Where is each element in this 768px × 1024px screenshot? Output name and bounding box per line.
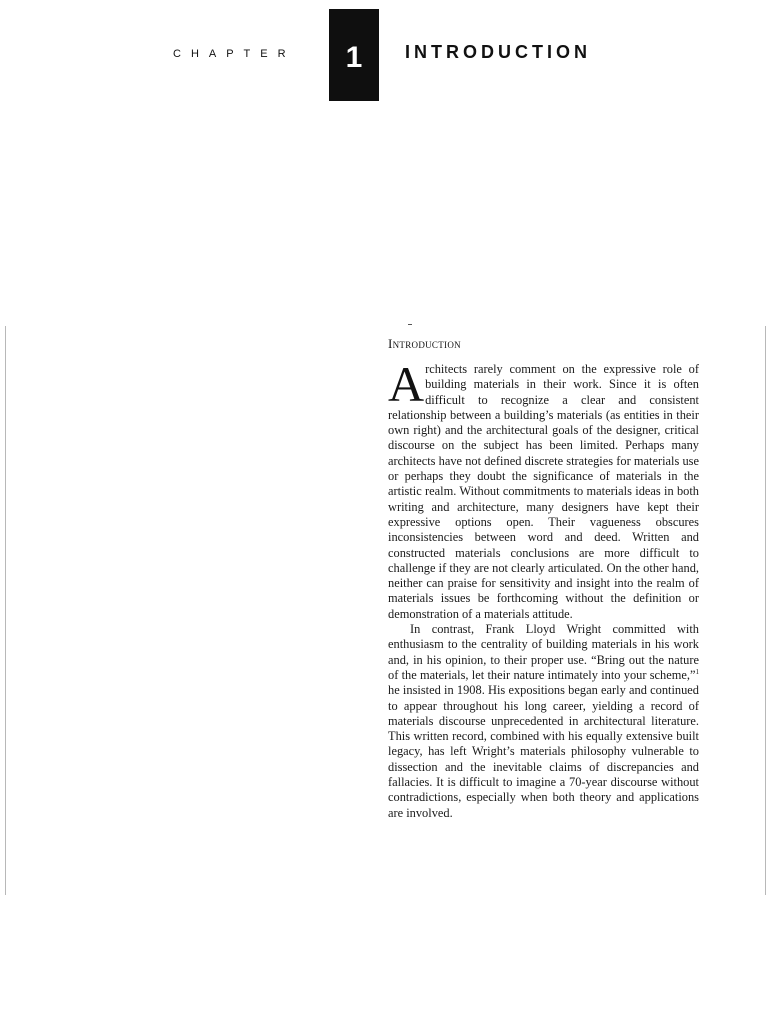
drop-cap: A xyxy=(388,356,425,412)
page-mark xyxy=(408,324,412,325)
right-margin-rule xyxy=(765,326,766,895)
body-text xyxy=(388,356,699,821)
paragraph-2-text-start: In contrast, Frank Lloyd Wright committed with enthusiasm to the centrality of building materials in his work and, in his opinion, to their proper use. “Bring out the nature of the materials, let their nature intimately into your scheme,” xyxy=(388,622,699,682)
footnote-ref[interactable]: 1 xyxy=(695,667,699,676)
chapter-number: 1 xyxy=(345,41,363,74)
paragraph-2 xyxy=(388,622,699,821)
chapter-title: INTRODUCTION xyxy=(405,42,591,62)
paragraph-1 xyxy=(388,356,699,622)
paragraph-1-text: rchitects rarely comment on the expressive role of building materials in their work. Since it is often difficult to recognize a clear and consistent relationship between a building’s materials (as entities in their own right) and the architectural goals of the designer, critical discourse on the subject has been limited. Perhaps many architects have not defined discrete strategies for materials use or perhaps they doubt the significance of materials in the artistic realm. Without commitments to materials ideas in both writing and architecture, many designers have kept their expressive options open. Their vagueness obscures inconsistencies between word and deed. Written and constructed materials conclusions are more difficult to challenge if they are not clearly articulated. On the other hand, neither can praise for sensitivity and insight into the realm of materials issues be forthcoming without the definition or demonstration of a materials attitude. xyxy=(388,362,699,621)
chapter-number-box xyxy=(329,9,379,101)
paragraph-2-text-end: he insisted in 1908. His expositions began early and continued to appear throughout his long career, yielding a record of materials discourse unprecedented in architectural literature. This written record, combined with his equally extensive built legacy, has left Wright’s materials philosophy vulnerable to dissection and the inevitable claims of discrepancies and fallacies. It is difficult to imagine a 70-year discourse without contradictions, especially when both theory and applications are involved. xyxy=(388,683,699,820)
section-heading: Introduction xyxy=(388,336,461,351)
chapter-label: CHAPTER xyxy=(173,48,296,60)
left-margin-rule xyxy=(5,326,6,895)
